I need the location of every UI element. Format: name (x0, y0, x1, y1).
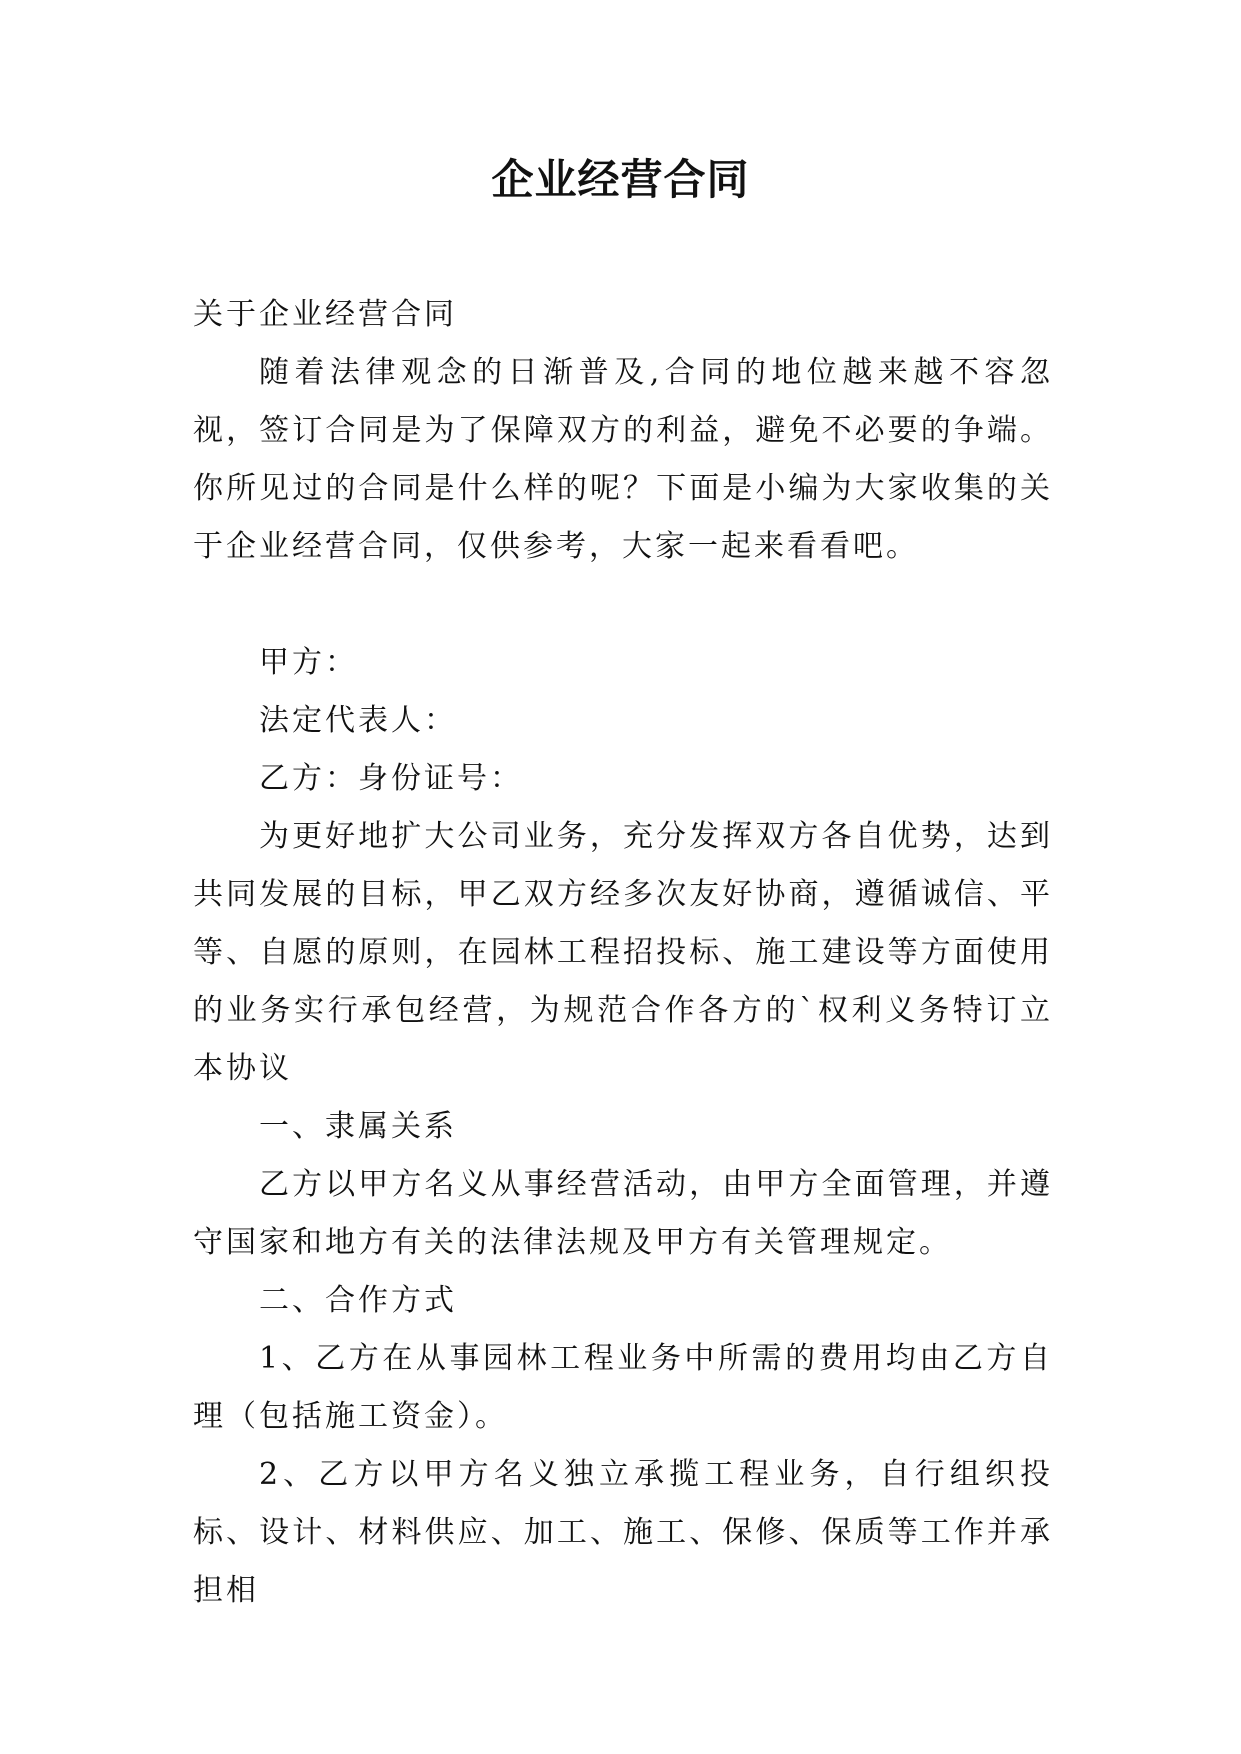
section-heading-affiliation: 一、隶属关系 (259, 1109, 457, 1144)
document-body (193, 286, 1053, 1620)
cooperation-clause-1: 1、乙方在从事园林工程业务中所需的费用均由乙方自理（包括施工资金）。 (193, 1341, 1053, 1434)
preamble-paragraph: 为更好地扩大公司业务，充分发挥双方各自优势，达到共同发展的目标，甲乙双方经多次友好协商，遵循诚信、平等、自愿的原则，在园林工程招投标、施工建设等方面使用的业务实行承包经营，为规范合作各方的`权利义务特订立本协议 (193, 819, 1053, 1086)
section-heading-cooperation: 二、合作方式 (259, 1283, 457, 1318)
party-a-line: 甲方： (259, 645, 358, 680)
legal-representative-line: 法定代表人： (259, 703, 457, 738)
affiliation-paragraph: 乙方以甲方名义从事经营活动，由甲方全面管理，并遵守国家和地方有关的法律法规及甲方有关管理规定。 (193, 1167, 1053, 1260)
document-title: 企业经营合同 (491, 155, 750, 204)
paragraph-gap (193, 576, 1053, 634)
cooperation-clause-2: 2、乙方以甲方名义独立承揽工程业务，自行组织投标、设计、材料供应、加工、施工、保修、保质等工作并承担相 (193, 1457, 1053, 1608)
party-b-line: 乙方：身份证号： (259, 761, 523, 796)
intro-heading: 关于企业经营合同 (193, 297, 457, 332)
intro-paragraph: 随着法律观念的日渐普及,合同的地位越来越不容忽视，签订合同是为了保障双方的利益，避免不必要的争端。你所见过的合同是什么样的呢？下面是小编为大家收集的关于企业经营合同，仅供参考，大家一起来看看吧。 (193, 355, 1053, 564)
